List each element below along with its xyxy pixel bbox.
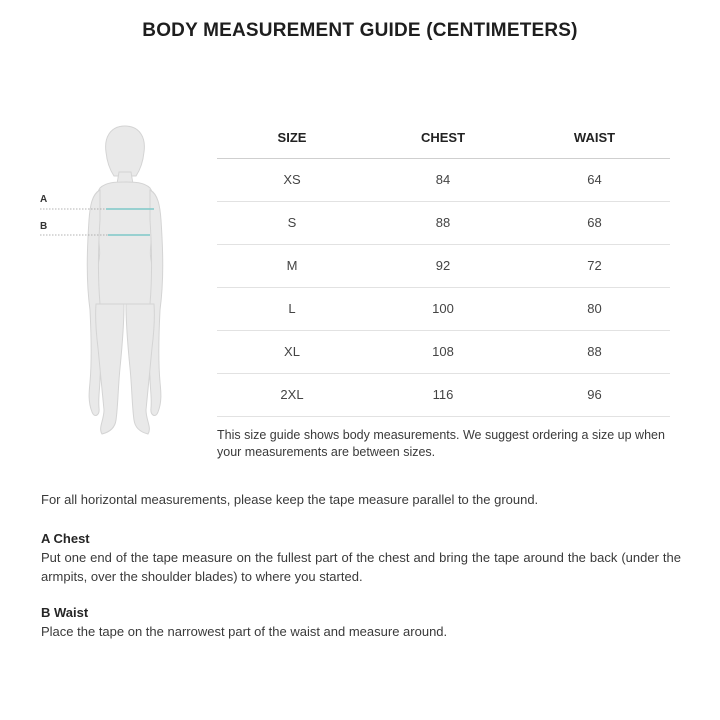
waist-body: Place the tape on the narrowest part of the waist and measure around.	[41, 624, 448, 639]
measurement-instructions	[41, 490, 681, 658]
table-row	[217, 330, 670, 373]
header-waist: WAIST	[519, 118, 670, 158]
cell-chest: 108	[367, 330, 519, 373]
cell-chest: 116	[367, 373, 519, 416]
table-note: This size guide shows body measurements. We suggest ordering a size up when your measurements are between sizes.	[217, 428, 665, 459]
table-row	[217, 287, 670, 330]
chest-heading: A Chest	[41, 531, 90, 546]
instructions-intro: For all horizontal measurements, please keep the tape measure parallel to the ground.	[41, 492, 539, 507]
cell-size: L	[217, 287, 367, 330]
table-row	[217, 201, 670, 244]
cell-size: S	[217, 201, 367, 244]
chest-instructions	[41, 529, 681, 586]
marker-b-label: B	[40, 221, 48, 232]
cell-waist: 72	[519, 244, 670, 287]
cell-waist: 64	[519, 158, 670, 201]
size-table	[217, 118, 670, 417]
cell-size: 2XL	[217, 373, 367, 416]
body-figure	[30, 120, 200, 440]
cell-waist: 96	[519, 373, 670, 416]
table-row	[217, 373, 670, 416]
torso-shape	[94, 182, 156, 304]
cell-chest: 92	[367, 244, 519, 287]
table-row	[217, 244, 670, 287]
marker-a-label: A	[40, 194, 48, 205]
cell-size: XS	[217, 158, 367, 201]
left-leg-shape	[96, 304, 124, 434]
header-size: SIZE	[217, 118, 367, 158]
size-table-header	[217, 118, 670, 158]
right-arm-shape	[149, 190, 163, 415]
waist-heading: B Waist	[41, 605, 89, 620]
cell-waist: 68	[519, 201, 670, 244]
cell-chest: 88	[367, 201, 519, 244]
cell-waist: 80	[519, 287, 670, 330]
size-table-body	[217, 158, 670, 416]
left-arm-shape	[87, 190, 101, 415]
silhouette	[87, 126, 163, 434]
body-silhouette-illustration	[30, 120, 200, 440]
table-row	[217, 158, 670, 201]
cell-chest: 100	[367, 287, 519, 330]
cell-size: M	[217, 244, 367, 287]
header-row	[217, 118, 670, 158]
cell-size: XL	[217, 330, 367, 373]
chest-body: Put one end of the tape measure on the fullest part of the chest and bring the tape around the back (under the armpits, over the shoulder blades) to where you started.	[41, 550, 681, 584]
cell-waist: 88	[519, 330, 670, 373]
waist-instructions	[41, 603, 681, 641]
right-leg-shape	[126, 304, 154, 434]
head-shape	[106, 126, 145, 176]
header-chest: CHEST	[367, 118, 519, 158]
page-title: BODY MEASUREMENT GUIDE (CENTIMETERS)	[142, 20, 578, 41]
cell-chest: 84	[367, 158, 519, 201]
